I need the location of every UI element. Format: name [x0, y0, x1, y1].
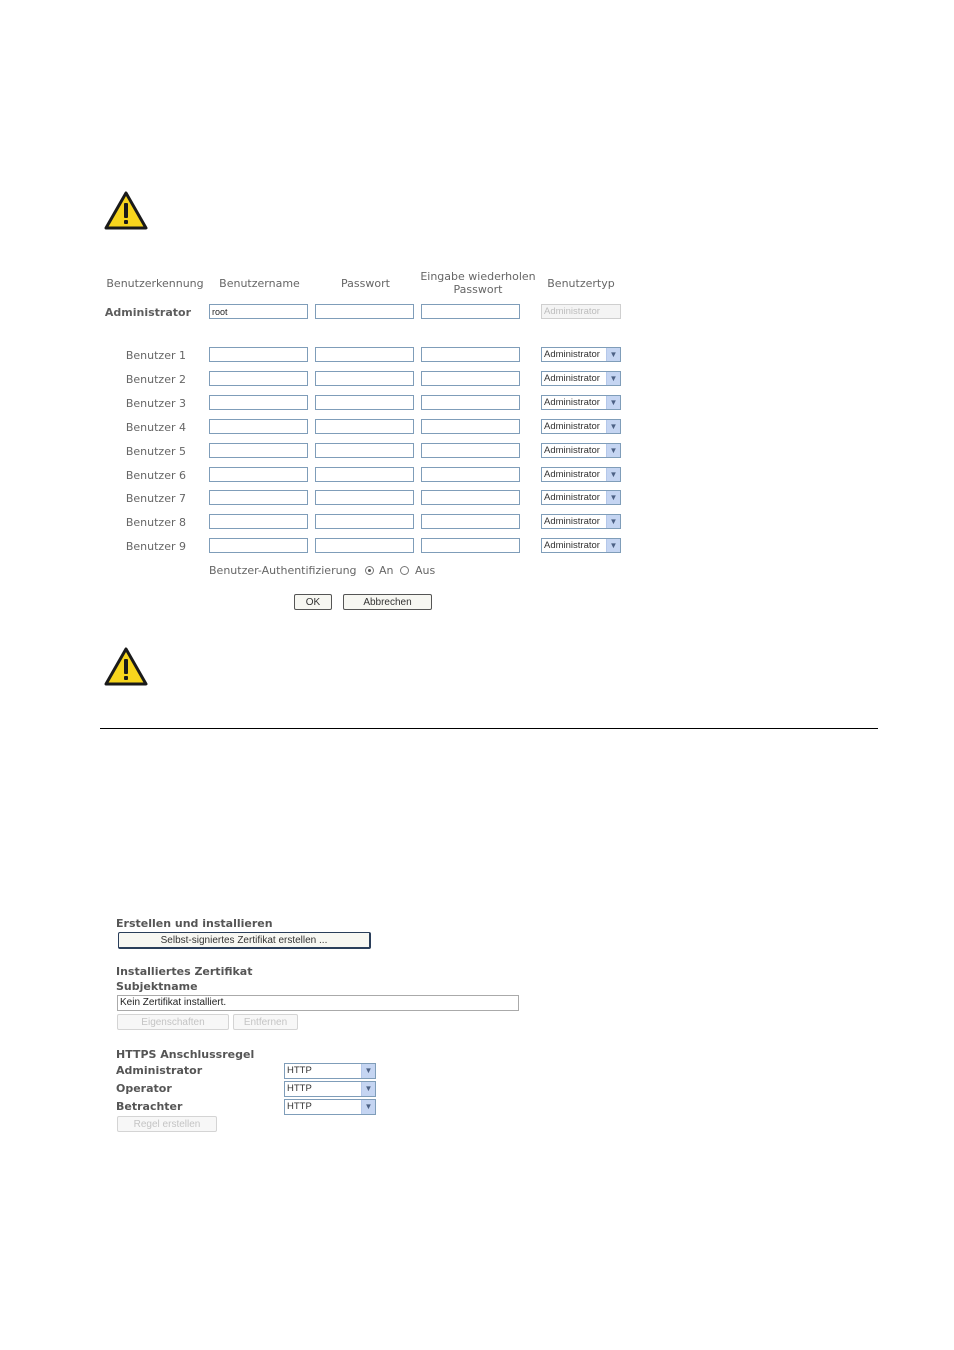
user-type-select[interactable]	[541, 514, 621, 529]
user-password-field[interactable]	[315, 347, 414, 362]
chevron-down-icon: ▼	[606, 468, 620, 481]
auth-on-label: An	[379, 564, 394, 577]
user-username-field[interactable]	[209, 490, 308, 505]
chevron-down-icon: ▼	[361, 1100, 375, 1114]
user-row-label: Benutzer 3	[125, 397, 186, 410]
auth-off-label: Aus	[415, 564, 436, 577]
user-type-select[interactable]	[541, 347, 621, 362]
user-username-field[interactable]	[209, 347, 308, 362]
user-row-label: Benutzer 2	[125, 373, 186, 386]
user-password-field[interactable]	[315, 490, 414, 505]
header-user-type: Benutzertyp	[547, 277, 615, 290]
user-password-field[interactable]	[315, 443, 414, 458]
remove-button: Entfernen	[233, 1014, 298, 1030]
user-row-label: Benutzer 8	[125, 516, 186, 529]
admin-user-type-value: Administrator	[544, 306, 600, 317]
user-username-field[interactable]	[209, 395, 308, 410]
cancel-button[interactable]: Abbrechen	[343, 594, 432, 610]
admin-row-label: Administrator	[104, 306, 191, 319]
admin-repeat-password-field[interactable]	[421, 304, 520, 319]
chevron-down-icon: ▼	[606, 420, 620, 433]
subject-field: Kein Zertifikat installiert.	[117, 995, 519, 1011]
user-password-field[interactable]	[315, 371, 414, 386]
header-username: Benutzername	[219, 277, 300, 290]
user-username-field[interactable]	[209, 443, 308, 458]
user-type-value: Administrator	[544, 349, 600, 360]
header-repeat-password-line2: Passwort	[453, 283, 503, 296]
rule-select[interactable]	[284, 1081, 376, 1097]
user-repeat-password-field[interactable]	[421, 467, 520, 482]
user-repeat-password-field[interactable]	[421, 395, 520, 410]
chevron-down-icon: ▼	[606, 444, 620, 457]
warning-icon	[103, 646, 149, 688]
section-divider	[100, 728, 878, 729]
user-username-field[interactable]	[209, 467, 308, 482]
user-row-label: Benutzer 6	[125, 469, 186, 482]
user-type-select[interactable]	[541, 443, 621, 458]
user-repeat-password-field[interactable]	[421, 371, 520, 386]
user-row-label: Benutzer 5	[125, 445, 186, 458]
user-type-value: Administrator	[544, 516, 600, 527]
user-type-value: Administrator	[544, 469, 600, 480]
create-heading: Erstellen und installieren	[116, 917, 273, 930]
installed-heading: Installiertes Zertifikat	[116, 965, 253, 978]
user-username-field[interactable]	[209, 371, 308, 386]
user-type-value: Administrator	[544, 421, 600, 432]
user-password-field[interactable]	[315, 538, 414, 553]
header-repeat-password	[416, 270, 540, 296]
chevron-down-icon: ▼	[361, 1064, 375, 1078]
chevron-down-icon: ▼	[606, 372, 620, 385]
user-password-field[interactable]	[315, 514, 414, 529]
auth-label: Benutzer-Authentifizierung	[209, 564, 357, 577]
user-password-field[interactable]	[315, 467, 414, 482]
rule-value: HTTP	[287, 1065, 312, 1076]
chevron-down-icon: ▼	[606, 491, 620, 504]
chevron-down-icon: ▼	[361, 1082, 375, 1096]
user-repeat-password-field[interactable]	[421, 514, 520, 529]
auth-on-radio[interactable]	[365, 566, 374, 575]
admin-username-field[interactable]: root	[209, 304, 308, 319]
chevron-down-icon: ▼	[606, 515, 620, 528]
user-row-label: Benutzer 9	[125, 540, 186, 553]
user-type-select[interactable]	[541, 467, 621, 482]
admin-password-field[interactable]	[315, 304, 414, 319]
user-password-field[interactable]	[315, 395, 414, 410]
user-type-select[interactable]	[541, 490, 621, 505]
user-username-field[interactable]	[209, 419, 308, 434]
user-repeat-password-field[interactable]	[421, 490, 520, 505]
subject-label: Subjektname	[116, 980, 198, 993]
save-rule-button: Regel erstellen	[117, 1116, 217, 1132]
user-row-label: Benutzer 7	[125, 492, 186, 505]
user-type-select[interactable]	[541, 419, 621, 434]
rule-label: Operator	[116, 1082, 172, 1095]
user-row-label: Benutzer 1	[125, 349, 186, 362]
auth-off-radio[interactable]	[400, 566, 409, 575]
header-password: Passwort	[341, 277, 390, 290]
chevron-down-icon: ▼	[606, 348, 620, 361]
rule-label: Betrachter	[116, 1100, 183, 1113]
rule-select[interactable]	[284, 1063, 376, 1079]
user-repeat-password-field[interactable]	[421, 538, 520, 553]
user-row-label: Benutzer 4	[125, 421, 186, 434]
user-username-field[interactable]	[209, 514, 308, 529]
user-type-select[interactable]	[541, 371, 621, 386]
user-username-field[interactable]	[209, 538, 308, 553]
user-type-value: Administrator	[544, 397, 600, 408]
rule-select[interactable]	[284, 1099, 376, 1115]
user-repeat-password-field[interactable]	[421, 347, 520, 362]
user-type-select[interactable]	[541, 395, 621, 410]
user-repeat-password-field[interactable]	[421, 419, 520, 434]
admin-user-type-select	[541, 304, 621, 319]
user-repeat-password-field[interactable]	[421, 443, 520, 458]
user-type-select[interactable]	[541, 538, 621, 553]
header-repeat-password-line1: Eingabe wiederholen	[420, 270, 536, 283]
rule-value: HTTP	[287, 1101, 312, 1112]
header-user-id: Benutzerkennung	[106, 277, 204, 290]
ok-button[interactable]: OK	[294, 594, 332, 610]
create-certificate-button[interactable]: Selbst-signiertes Zertifikat erstellen ...	[118, 932, 371, 949]
user-type-value: Administrator	[544, 445, 600, 456]
rule-label: Administrator	[116, 1064, 203, 1077]
rule-heading: HTTPS Anschlussregel	[116, 1048, 255, 1061]
user-type-value: Administrator	[544, 492, 600, 503]
chevron-down-icon: ▼	[606, 539, 620, 552]
rule-value: HTTP	[287, 1083, 312, 1094]
user-type-value: Administrator	[544, 540, 600, 551]
user-password-field[interactable]	[315, 419, 414, 434]
user-type-value: Administrator	[544, 373, 600, 384]
chevron-down-icon: ▼	[606, 396, 620, 409]
warning-icon	[103, 190, 149, 232]
properties-button: Eigenschaften	[117, 1014, 229, 1030]
